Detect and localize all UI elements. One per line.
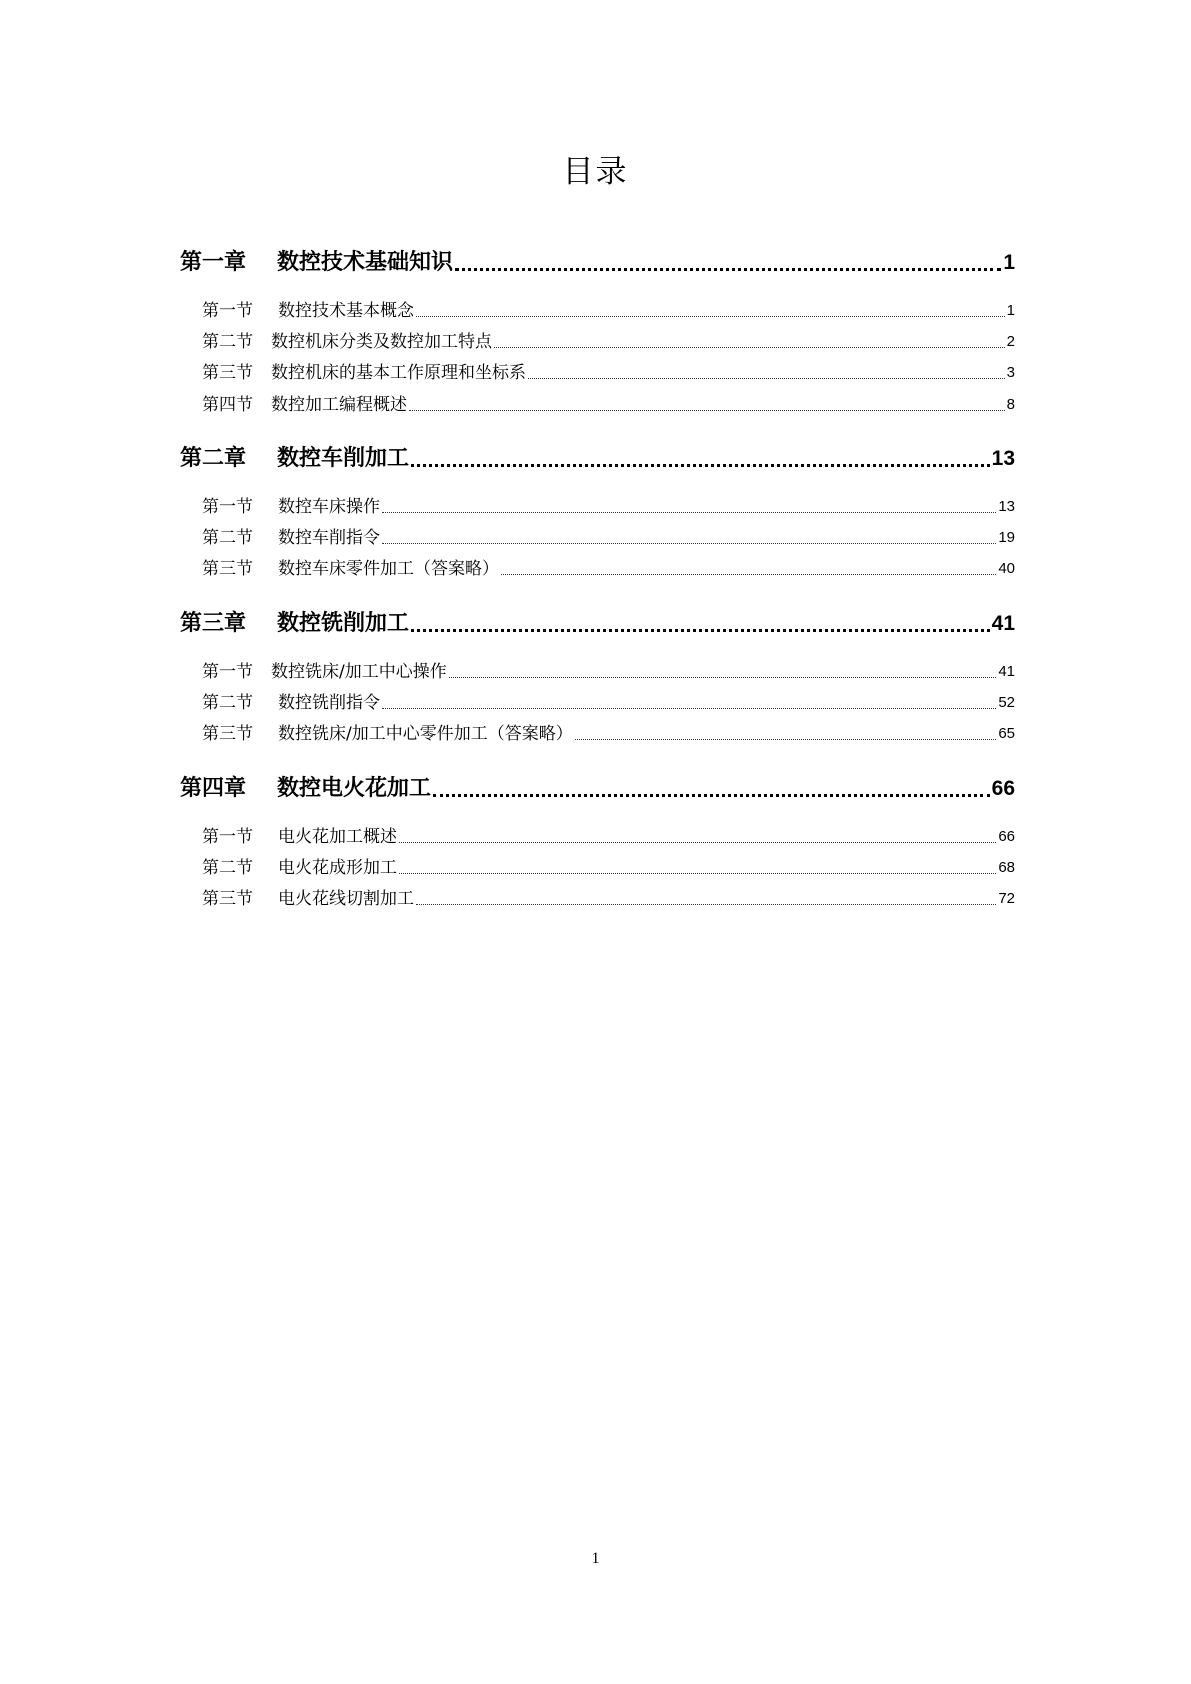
toc-section-1-4[interactable] (202, 392, 1015, 418)
section-number: 第二节 (202, 528, 253, 548)
chapter-number: 第一章 (180, 250, 247, 275)
chapter-number: 第二章 (180, 446, 247, 471)
section-page-number: 8 (1006, 396, 1015, 413)
section-title: 数控加工编程概述 (271, 395, 407, 415)
toc-section-4-3[interactable] (202, 886, 1015, 912)
toc-section-3-1[interactable] (202, 659, 1015, 685)
section-title: 数控技术基本概念 (278, 301, 414, 321)
chapter-number: 第四章 (180, 776, 247, 801)
dot-leader (399, 855, 996, 881)
chapter-page-number: 13 (991, 447, 1015, 470)
chapter-page-number: 66 (991, 777, 1015, 800)
dot-leader (433, 772, 990, 806)
section-title: 数控车床操作 (278, 497, 380, 517)
section-number: 第一节 (202, 662, 253, 682)
section-number: 第一节 (202, 301, 253, 321)
toc-section-1-3[interactable] (202, 360, 1015, 386)
dot-leader (416, 298, 1005, 324)
dot-leader (501, 556, 996, 582)
section-page-number: 40 (998, 560, 1015, 577)
chapter-title: 数控电火花加工 (277, 776, 432, 801)
section-number: 第二节 (202, 858, 253, 878)
toc-chapter-3[interactable] (180, 607, 1015, 641)
toc-section-1-1[interactable] (202, 298, 1015, 324)
toc-section-2-2[interactable] (202, 525, 1015, 551)
chapter-number: 第三章 (180, 611, 247, 636)
chapter-title: 数控铣削加工 (277, 611, 410, 636)
toc-chapter-1[interactable] (180, 246, 1015, 280)
section-number: 第二节 (202, 693, 253, 713)
dot-leader (409, 392, 1005, 418)
toc-section-3-3[interactable] (202, 721, 1015, 747)
dot-leader (575, 721, 997, 747)
section-page-number: 19 (998, 529, 1015, 546)
dot-leader (382, 525, 996, 551)
section-title: 数控铣床/加工中心操作 (271, 662, 447, 682)
dot-leader (449, 659, 997, 685)
section-title: 数控车削指令 (278, 528, 380, 548)
dot-leader (411, 442, 990, 476)
section-number: 第三节 (202, 363, 253, 383)
dot-leader (455, 246, 1001, 280)
section-page-number: 13 (998, 498, 1015, 515)
section-number: 第一节 (202, 827, 253, 847)
toc-section-2-1[interactable] (202, 494, 1015, 520)
section-page-number: 68 (998, 859, 1015, 876)
section-page-number: 52 (998, 694, 1015, 711)
section-title: 数控机床的基本工作原理和坐标系 (271, 363, 526, 383)
section-number: 第三节 (202, 889, 253, 909)
chapter-title: 数控车削加工 (277, 446, 410, 471)
section-title: 电火花成形加工 (278, 858, 397, 878)
section-number: 第一节 (202, 497, 253, 517)
section-number: 第二节 (202, 332, 253, 352)
toc-section-2-3[interactable] (202, 556, 1015, 582)
dot-leader (494, 329, 1005, 355)
dot-leader (411, 607, 990, 641)
section-page-number: 41 (998, 663, 1015, 680)
section-page-number: 1 (1006, 302, 1015, 319)
chapter-page-number: 1 (1003, 251, 1015, 274)
section-page-number: 72 (998, 890, 1015, 907)
dot-leader (416, 886, 996, 912)
toc-chapter-4[interactable] (180, 772, 1015, 806)
footer-page-number: 1 (591, 1550, 600, 1567)
toc-section-4-2[interactable] (202, 855, 1015, 881)
toc-section-3-2[interactable] (202, 690, 1015, 716)
toc-chapter-2[interactable] (180, 442, 1015, 476)
section-title: 电火花加工概述 (278, 827, 397, 847)
section-page-number: 66 (998, 828, 1015, 845)
dot-leader (399, 824, 996, 850)
toc-section-1-2[interactable] (202, 329, 1015, 355)
section-page-number: 2 (1006, 333, 1015, 350)
toc-section-4-1[interactable] (202, 824, 1015, 850)
dot-leader (382, 690, 996, 716)
dot-leader (382, 494, 996, 520)
section-page-number: 3 (1006, 364, 1015, 381)
section-title: 数控车床零件加工（答案略） (278, 559, 499, 579)
chapter-title: 数控技术基础知识 (277, 250, 454, 275)
section-number: 第三节 (202, 559, 253, 579)
section-title: 数控机床分类及数控加工特点 (271, 332, 492, 352)
section-title: 数控铣削指令 (278, 693, 380, 713)
section-title: 数控铣床/加工中心零件加工（答案略） (278, 724, 573, 744)
section-number: 第三节 (202, 724, 253, 744)
section-number: 第四节 (202, 395, 253, 415)
section-title: 电火花线切割加工 (278, 889, 414, 909)
dot-leader (528, 360, 1005, 386)
section-page-number: 65 (998, 725, 1015, 742)
page-title: 目录 (562, 154, 629, 190)
chapter-page-number: 41 (991, 612, 1015, 635)
